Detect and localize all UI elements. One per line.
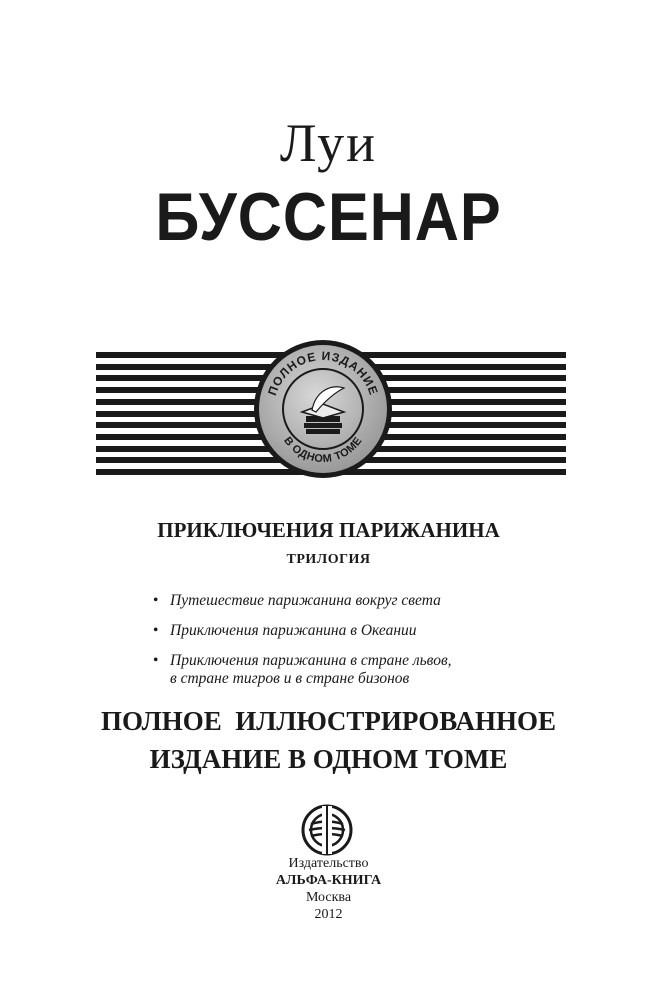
seal-bottom-text: В ОДНОМ ТОМЕ (281, 434, 365, 466)
publisher-globe-logo-icon (300, 803, 354, 857)
volume-title-line2: в стране тигров и в стране бизонов (170, 670, 410, 687)
volume-title-line1: Приключения парижанина в стране львов, (170, 652, 452, 669)
series-title: ПРИКЛЮЧЕНИЯ ПАРИЖАНИНА (157, 518, 500, 542)
publisher-city: Москва (305, 890, 352, 905)
publisher-label: Издательство (288, 856, 369, 871)
list-item (150, 592, 570, 610)
volume-title: Приключения парижанина в Океании (170, 622, 417, 639)
edition-line-2: ИЗДАНИЕ В ОДНОМ ТОМЕ (149, 744, 508, 774)
bullet-icon: • (153, 652, 159, 669)
publisher-name: АЛЬФА-КНИГА (275, 873, 382, 888)
bullet-icon: • (153, 592, 159, 609)
publisher-year: 2012 (314, 907, 343, 922)
list-item (150, 622, 570, 640)
list-item (150, 652, 570, 688)
series-subtitle: ТРИЛОГИЯ (286, 552, 371, 567)
edition-line-1: ПОЛНОЕ ИЛЛЮСТРИРОВАННОЕ (100, 706, 557, 736)
volume-list (150, 592, 570, 700)
author-first-name: Луи (279, 113, 378, 173)
seal-top-text: ПОЛНОЕ ИЗДАНИЕ (265, 348, 381, 398)
bullet-icon: • (153, 622, 159, 639)
volume-title: Путешествие парижанина вокруг света (170, 592, 441, 609)
author-last-name: БУССЕНАР (155, 179, 502, 255)
complete-edition-seal (252, 338, 394, 480)
